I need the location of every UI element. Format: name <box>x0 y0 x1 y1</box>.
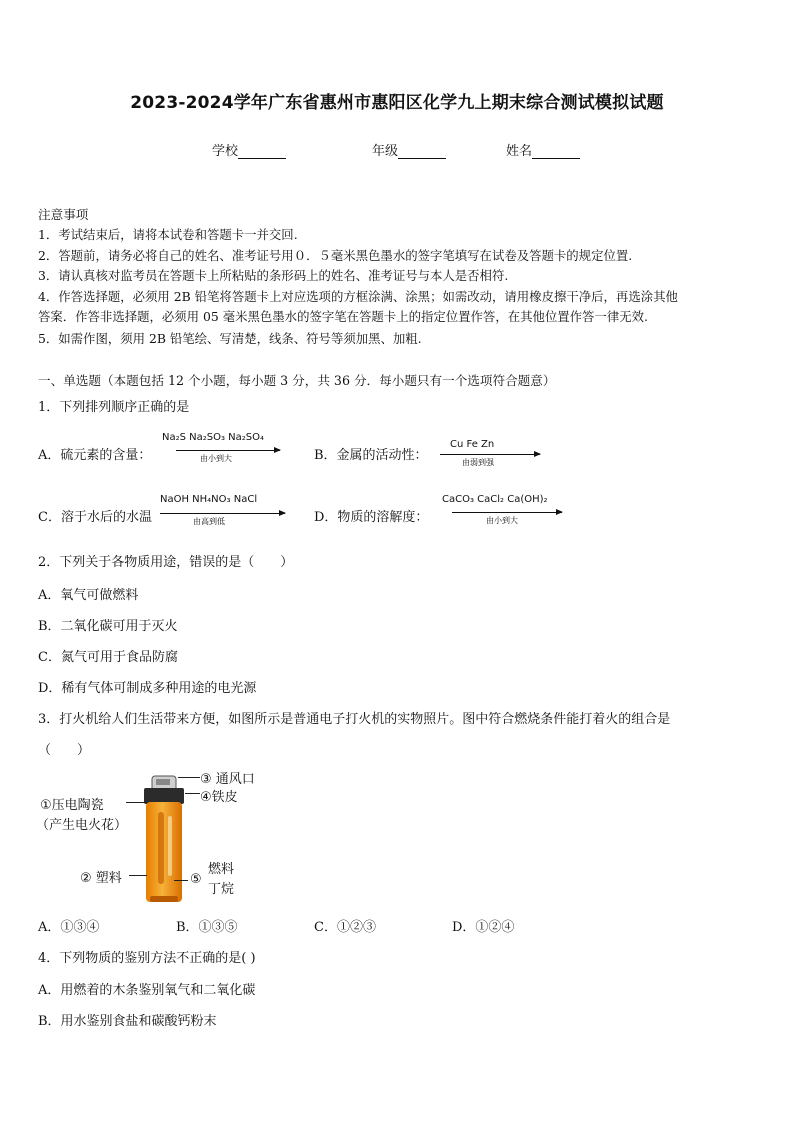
question-3-stem: 3．打火机给人们生活带来方便，如图所示是普通电子打火机的实物照片。图中符合燃烧条件能打着火的组合是 <box>38 712 671 727</box>
grade-label: 年级 <box>372 144 399 159</box>
q1-c-formulas: NaOH NH₄NO₃ NaCl <box>160 494 258 505</box>
q2-option-d[interactable]: D．稀有气体可制成多种用途的电光源 <box>38 681 257 696</box>
q3-option-c[interactable]: C．①②③ <box>314 920 376 935</box>
q1-a-direction: 由小到大 <box>200 454 232 463</box>
q2-option-c[interactable]: C．氮气可用于食品防腐 <box>38 650 178 665</box>
pointer-line <box>185 793 200 794</box>
q1-d-direction: 由小到大 <box>486 516 518 525</box>
q1-a-arrow <box>176 450 280 451</box>
pointer-line <box>126 802 148 803</box>
note-item: 3．请认真核对监考员在答题卡上所粘贴的条形码上的姓名、准考证号与本人是否相符. <box>38 268 509 283</box>
question-1-stem: 1．下列排列顺序正确的是 <box>38 400 190 415</box>
q2-option-b[interactable]: B．二氧化碳可用于灭火 <box>38 619 178 634</box>
q1-option-a[interactable]: A．硫元素的含量： <box>38 448 152 463</box>
pointer-line <box>178 777 200 778</box>
q3-option-d[interactable]: D．①②④ <box>452 920 515 935</box>
note-item: 2．答题前，请务必将自己的姓名、准考证号用０．５毫米黑色墨水的签字笔填写在试卷及答题卡的规定位置. <box>38 248 633 263</box>
page-title: 2023-2024学年广东省惠州市惠阳区化学九上期末综合测试模拟试题 <box>130 93 664 113</box>
pointer-line <box>174 880 188 881</box>
q1-a-formulas: Na₂S Na₂SO₃ Na₂SO₄ <box>162 432 265 443</box>
label-iron-sheet: ④铁皮 <box>200 790 238 805</box>
q4-option-b[interactable]: B．用水鉴别食盐和碳酸钙粉末 <box>38 1014 217 1029</box>
q3-option-a[interactable]: A．①③④ <box>38 920 100 935</box>
q1-option-b[interactable]: B．金属的活动性： <box>314 448 428 463</box>
note-item: 4．作答选择题，必须用 2B 铅笔将答题卡上对应选项的方框涂满、涂黑；如需改动，请用橡皮擦干净后，再选涂其他 <box>38 289 678 304</box>
pointer-line <box>129 875 147 876</box>
note-item: 答案．作答非选择题，必须用 05 毫米黑色墨水的签字笔在答题卡上的指定位置作答，在其他位置作答一律无效. <box>38 309 648 324</box>
lighter-image <box>138 768 198 908</box>
q1-b-formulas: Cu Fe Zn <box>450 439 495 450</box>
label-fuel: 燃料 <box>208 862 235 877</box>
name-field[interactable] <box>506 140 580 159</box>
label-piezo: ①压电陶瓷 <box>40 798 104 813</box>
label-plastic: ② 塑料 <box>80 871 122 886</box>
q4-option-a[interactable]: A．用燃着的木条鉴别氧气和二氧化碳 <box>38 983 256 998</box>
q1-d-arrow <box>452 512 562 513</box>
name-blank[interactable] <box>532 144 580 159</box>
school-label: 学校 <box>212 144 239 159</box>
school-blank[interactable] <box>238 144 286 159</box>
school-field[interactable] <box>212 140 286 159</box>
note-item: 5．如需作图，须用 2B 铅笔绘、写清楚，线条、符号等须加黑、加粗. <box>38 331 422 346</box>
label-butane: 丁烷 <box>208 882 235 897</box>
grade-field[interactable] <box>372 140 446 159</box>
notes-heading: 注意事项 <box>38 207 89 222</box>
label-fuel-number: ⑤ <box>190 872 202 887</box>
name-label: 姓名 <box>506 144 533 159</box>
q1-option-d[interactable]: D．物质的溶解度： <box>314 510 429 525</box>
q1-option-c[interactable]: C．溶于水后的水温 <box>38 510 152 525</box>
note-item: 1．考试结束后，请将本试卷和答题卡一并交回. <box>38 227 298 242</box>
q1-d-formulas: CaCO₃ CaCl₂ Ca(OH)₂ <box>442 494 548 505</box>
q1-c-direction: 由高到低 <box>193 517 225 526</box>
question-3-paren: （ ） <box>38 743 91 758</box>
grade-blank[interactable] <box>398 144 446 159</box>
question-2-stem: 2．下列关于各物质用途，错误的是（ ） <box>38 555 294 570</box>
q3-option-b[interactable]: B．①③⑤ <box>176 920 238 935</box>
q1-b-arrow <box>440 454 540 455</box>
q2-option-a[interactable]: A．氧气可做燃料 <box>38 588 139 603</box>
q1-c-arrow <box>160 513 285 514</box>
q1-b-direction: 由弱到强 <box>462 458 494 467</box>
label-piezo-note: （产生电火花） <box>36 818 128 833</box>
section-heading: 一、单选题（本题包括 12 个小题，每小题 3 分，共 36 分．每小题只有一个选项符合题意） <box>38 373 556 388</box>
question-4-stem: 4．下列物质的鉴别方法不正确的是( ) <box>38 951 256 966</box>
label-vent: ③ 通风口 <box>200 772 255 787</box>
